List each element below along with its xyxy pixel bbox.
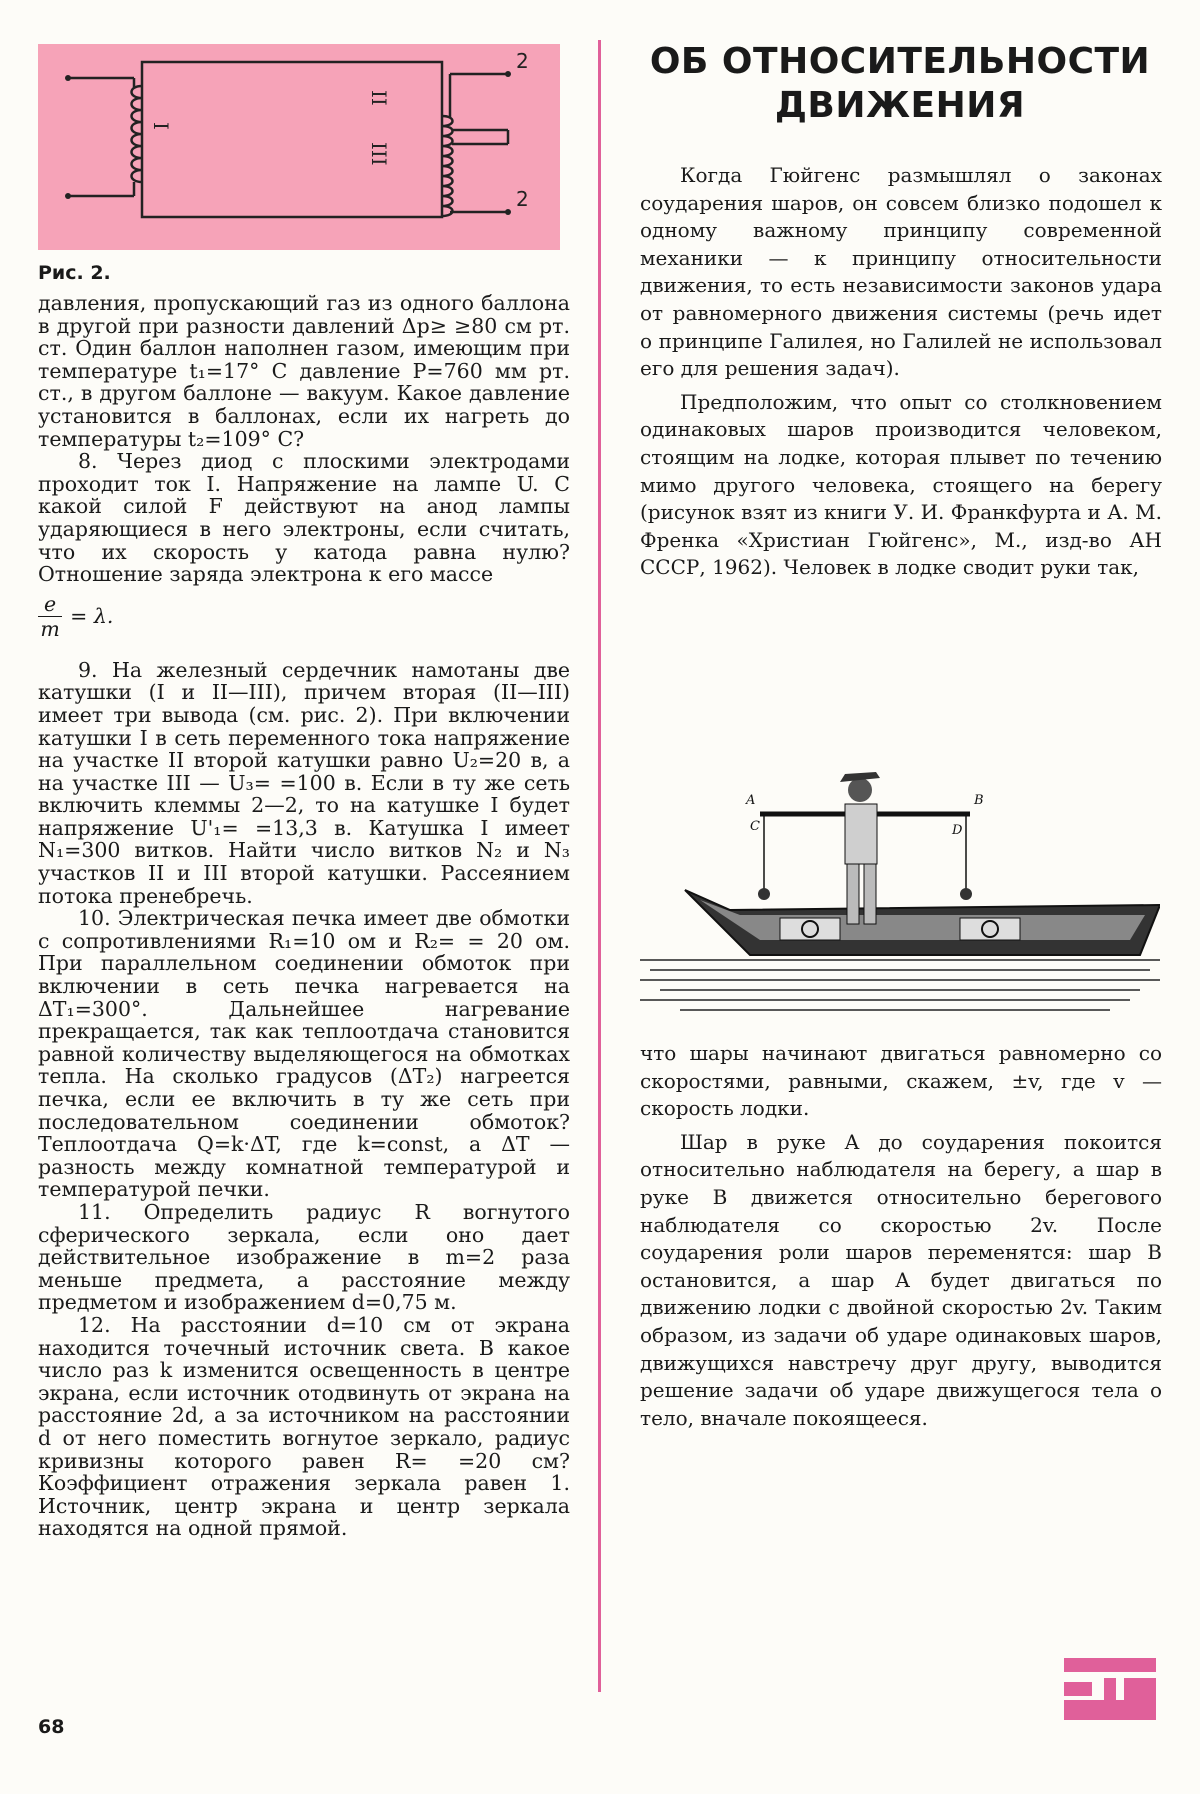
label-a: A xyxy=(746,793,756,808)
coil-label-1: I xyxy=(149,122,173,130)
intro-paragraph: Когда Гюйгенс размышлял о законах соударения шаров, он совсем близко подошел к одному важному принципу современной механики — к принципу относительности движения, то есть независимости законов удара от равномерного движения системы (речь идет о принципе Галилея, но Галилей не использовал его для решения задач). xyxy=(640,163,1162,381)
continuation-paragraph: что шары начинают двигаться равномерно со скоростями, равными, скажем, ±v, где v — скорость лодки. xyxy=(640,1041,1162,1121)
terminal-label-top: 2 xyxy=(516,49,529,73)
problem-12: 12. На расстоянии d=10 см от экрана находится точечный источник света. В какое число раз k изменится освещенность в центре экрана, если источник отодвинуть от экрана на расстояние 2d, а за источником на расстоянии d от него поместить вогнутое зеркало, радиус кривизны которого равен R= =20 см? Коэффициент отражения зеркала равен 1. Источник, центр экрана и центр зеркала находятся на одной прямой. xyxy=(38,1312,570,1541)
label-c: C xyxy=(750,819,760,834)
title-line-2: ДВИЖЕНИЯ xyxy=(774,85,1026,126)
title-line-1: ОБ ОТНОСИТЕЛЬНОСТИ xyxy=(649,41,1151,82)
problem-11: 11. Определить радиус R вогнутого сферического зеркала, если оно дает действительное изображение в m=2 раза меньше предмета, а расстояние между предметом и изображением d=0,75 м. xyxy=(38,1199,570,1315)
figure-caption: Рис. 2. xyxy=(38,262,111,284)
figure-2-transformer-diagram xyxy=(38,44,560,250)
problem-9: 9. На железный сердечник намотаны две катушки (I и II—III), причем вторая (II—III) имеет три вывода (см. рис. 2). При включении катушки I в сеть переменного тока напряжение на участке II второй катушки равно U₂=20 в, а на участке III — U₃= =100 в. Если в ту же сеть включить клеммы 2—2, то на катушке I будет напряжение U'₁= =13,3 в. Катушка I имеет N₁=300 витков. Найти число витков N₂ и N₃ участков II и III второй катушки. Рассеянием потока пренебречь. xyxy=(38,657,570,908)
coil-label-2: II xyxy=(367,90,391,106)
conclusion-paragraph: Шар в руке A до соударения покоится относительно наблюдателя на берегу, а шар в руке B движется относительно берегового наблюдателя со скоростью 2v. После соударения роли шаров переменятся: шар B остановится, а шар A будет двигаться по движению лодки с двойной скоростью 2v. Таким образом, из задачи об ударе одинаковых шаров, движущихся навстречу друг другу, выводится решение задачи об ударе движущегося тела о тело, вначале покоящееся. xyxy=(640,1129,1162,1430)
boat-illustration xyxy=(640,770,1160,1050)
label-d: D xyxy=(952,823,963,838)
article-title xyxy=(640,40,1160,128)
right-text-top xyxy=(640,162,1162,588)
page-number: 68 xyxy=(38,1716,65,1738)
coil-label-3: III xyxy=(367,142,391,166)
formula-numerator: e xyxy=(38,592,62,617)
paragraph-continued: давления, пропускающий газ из одного баллона в другой при разности давлений Δp≥ ≥80 см рт. ст. Один баллон наполнен газом, имеющим при температуре t₁=17° C давление P=760 мм рт. ст., в другом баллоне — вакуум. Какое давление установится в баллонах, если их нагреть до температуры t₂=109° C? xyxy=(38,291,570,451)
left-text-block xyxy=(38,292,570,1540)
label-b: B xyxy=(974,793,984,808)
formula-denominator: m xyxy=(40,616,60,641)
terminal-label-bottom: 2 xyxy=(516,187,529,211)
experiment-paragraph: Предположим, что опыт со столкновением одинаковых шаров производится человеком, стоящим на лодке, которая плывет по течению мимо другого человека, стоящего на берегу (рисунок взят из книги У. И. Франкфурта и А. М. Френка «Христиан Гюйгенс», М., изд-во АН СССР, 1962). Человек в лодке сводит руки так, xyxy=(640,389,1162,580)
formula-rhs: = λ. xyxy=(70,603,114,628)
problem-8: 8. Через диод с плоскими электродами проходит ток I. Напряжение на лампе U. С какой силой F действуют на анод лампы ударяющиеся в него электроны, если считать, что их скорость у катода равна нулю? Отношение заряда электрона к его массе xyxy=(38,449,570,587)
charge-mass-formula xyxy=(38,592,570,641)
right-text-bottom xyxy=(640,1040,1162,1438)
magazine-logo-icon xyxy=(1064,1658,1156,1720)
column-divider xyxy=(598,40,601,1692)
problem-10: 10. Электрическая печка имеет две обмотки с сопротивлениями R₁=10 ом и R₂= = 20 ом. При параллельном соединении обмоток при включении в сеть печка нагревается на ΔT₁=300°. Дальнейшее нагревание прекращается, так как теплоотдача становится равной количеству выделяющегося на обмотках тепла. На сколько градусов (ΔT₂) нагреется печка, если ее включить в ту же сеть при последовательном соединении обмоток? Теплоотдача Q=k·ΔT, где k=const, а ΔT — разность между комнатной температурой и температурой печки. xyxy=(38,906,570,1202)
